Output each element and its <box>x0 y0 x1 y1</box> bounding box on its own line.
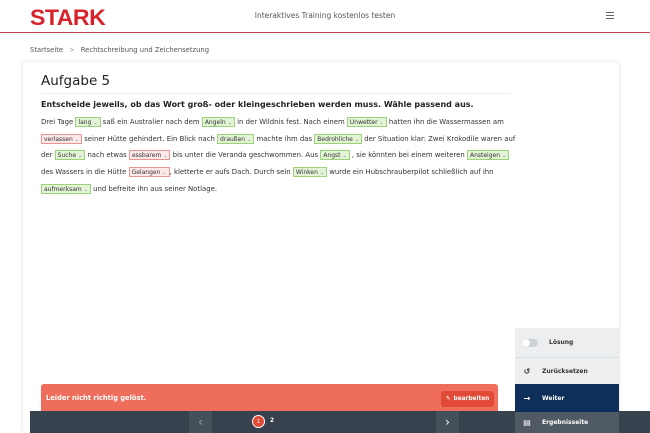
dropdown-value: draußen <box>220 135 246 143</box>
reset-icon: ↺ <box>523 366 531 376</box>
word-dropdown[interactable] <box>217 134 254 144</box>
chevron-down-icon: ⌄ <box>83 186 88 193</box>
chevron-down-icon: ⌄ <box>163 153 168 160</box>
word-dropdown[interactable] <box>129 150 171 160</box>
feedback-message: Leider nicht richtig gelöst. <box>46 394 147 402</box>
prev-page-button[interactable] <box>189 411 212 433</box>
results-label: Ergebnisseite <box>542 419 589 426</box>
reset-label: Zurücksetzen <box>542 367 588 375</box>
text-segment: machte ihm das <box>254 134 315 143</box>
page-1-button[interactable]: 1 <box>252 415 265 428</box>
text-segment: in der Wildnis fest. Nach einem <box>234 118 347 126</box>
reset-button[interactable] <box>515 357 619 384</box>
pencil-icon: ✎ <box>445 396 451 402</box>
solution-label: Lösung <box>549 339 574 346</box>
dropdown-value: Winken <box>295 169 318 177</box>
page-2-button[interactable]: 2 <box>270 418 275 424</box>
dropdown-value: aufmerksam <box>44 185 82 193</box>
text-segment: , kletterte er aufs Dach. Durch sein <box>169 168 293 177</box>
text-segment: hatten ihn die Wassermassen am <box>386 118 504 126</box>
dropdown-value: Angst <box>323 152 341 160</box>
text-segment: und befreite ihn aus seiner Notlage. <box>90 184 218 193</box>
chevron-down-icon: ⌄ <box>227 120 232 126</box>
toggle-switch-icon[interactable] <box>522 339 538 347</box>
chevron-down-icon: ⌄ <box>93 120 98 126</box>
edit-button[interactable] <box>441 391 494 407</box>
chevron-down-icon: ⌄ <box>502 153 507 160</box>
text-segment: nach etwas <box>85 151 129 160</box>
solution-toggle[interactable] <box>515 328 619 357</box>
breadcrumb-home[interactable]: Startseite <box>30 46 64 54</box>
word-dropdown[interactable] <box>41 134 82 144</box>
dropdown-value: Suche <box>57 152 77 160</box>
top-bar <box>0 0 650 33</box>
chevron-right-icon: › <box>445 415 450 429</box>
next-label: Weiter <box>542 394 565 402</box>
hamburger-icon[interactable] <box>606 12 614 19</box>
dropdown-value: verlassen <box>44 135 73 143</box>
stark-logo[interactable]: STARK <box>30 5 106 30</box>
breadcrumb <box>30 46 209 54</box>
chevron-down-icon: ⌄ <box>247 136 252 143</box>
chevron-down-icon: ⌄ <box>354 136 360 143</box>
dropdown-value: Unwetter <box>349 119 378 126</box>
dropdown-value: lang <box>78 119 92 126</box>
word-dropdown[interactable] <box>202 117 235 127</box>
chevron-down-icon: ⌄ <box>162 170 167 177</box>
word-dropdown[interactable] <box>347 117 387 127</box>
divider <box>41 93 511 94</box>
side-panel <box>515 328 619 433</box>
chevron-down-icon: ⌄ <box>74 136 80 143</box>
edit-button-label: bearbeiten <box>453 396 490 402</box>
page-title: Aufgabe 5 <box>41 73 111 89</box>
word-dropdown[interactable] <box>467 150 509 160</box>
promo-link[interactable]: Interaktives Training kostenlos testen <box>254 11 396 20</box>
text-segment: Drei Tage <box>41 118 76 126</box>
chevron-down-icon: ⌄ <box>342 153 347 160</box>
word-dropdown[interactable] <box>320 150 349 160</box>
word-dropdown[interactable] <box>293 167 327 177</box>
word-dropdown[interactable] <box>75 117 100 127</box>
results-page-button[interactable] <box>515 412 619 433</box>
task-instruction: Entscheide jeweils, ob das Wort groß- oder kleingeschrieben werden muss. Wähle passend aus. <box>41 100 474 109</box>
dropdown-value: Bedrohliche <box>317 135 353 143</box>
document-icon: ▤ <box>523 418 531 427</box>
text-segment: wurde ein Hubschrauberpilot schließlich auf ihn <box>327 168 494 177</box>
word-dropdown[interactable] <box>55 150 86 160</box>
next-page-button[interactable] <box>436 411 459 433</box>
word-dropdown[interactable] <box>129 167 170 177</box>
chevron-down-icon: ⌄ <box>319 170 325 177</box>
word-dropdown[interactable] <box>41 184 91 194</box>
chevron-right-icon: > <box>69 46 75 54</box>
task-text <box>41 114 521 198</box>
text-segment: bis unter die Veranda geschwommen. Aus <box>170 151 321 160</box>
text-segment: saß ein Australier nach dem <box>100 118 202 126</box>
chevron-down-icon: ⌄ <box>379 120 384 126</box>
dropdown-value: Angeln <box>204 119 226 126</box>
chevron-down-icon: ⌄ <box>78 153 83 160</box>
dropdown-value: Ansteigen <box>469 152 501 160</box>
arrow-right-icon: → <box>523 393 531 403</box>
chevron-left-icon: ‹ <box>198 415 203 429</box>
text-segment: des Wassers in die Hütte <box>41 168 129 177</box>
next-button[interactable] <box>515 384 619 412</box>
word-dropdown[interactable] <box>314 134 362 144</box>
dropdown-value: essbarem <box>131 152 162 160</box>
breadcrumb-current[interactable]: Rechtschreibung und Zeichensetzung <box>80 46 210 54</box>
dropdown-value: Gelangen <box>131 169 161 177</box>
text-segment: seiner Hütte gehindert. Ein Blick nach <box>82 134 218 143</box>
text-segment: , sie könnten bei einem weiteren <box>349 151 467 160</box>
text-segment: der Situation klar: Zwei Krokodile waren auf der <box>41 134 516 160</box>
